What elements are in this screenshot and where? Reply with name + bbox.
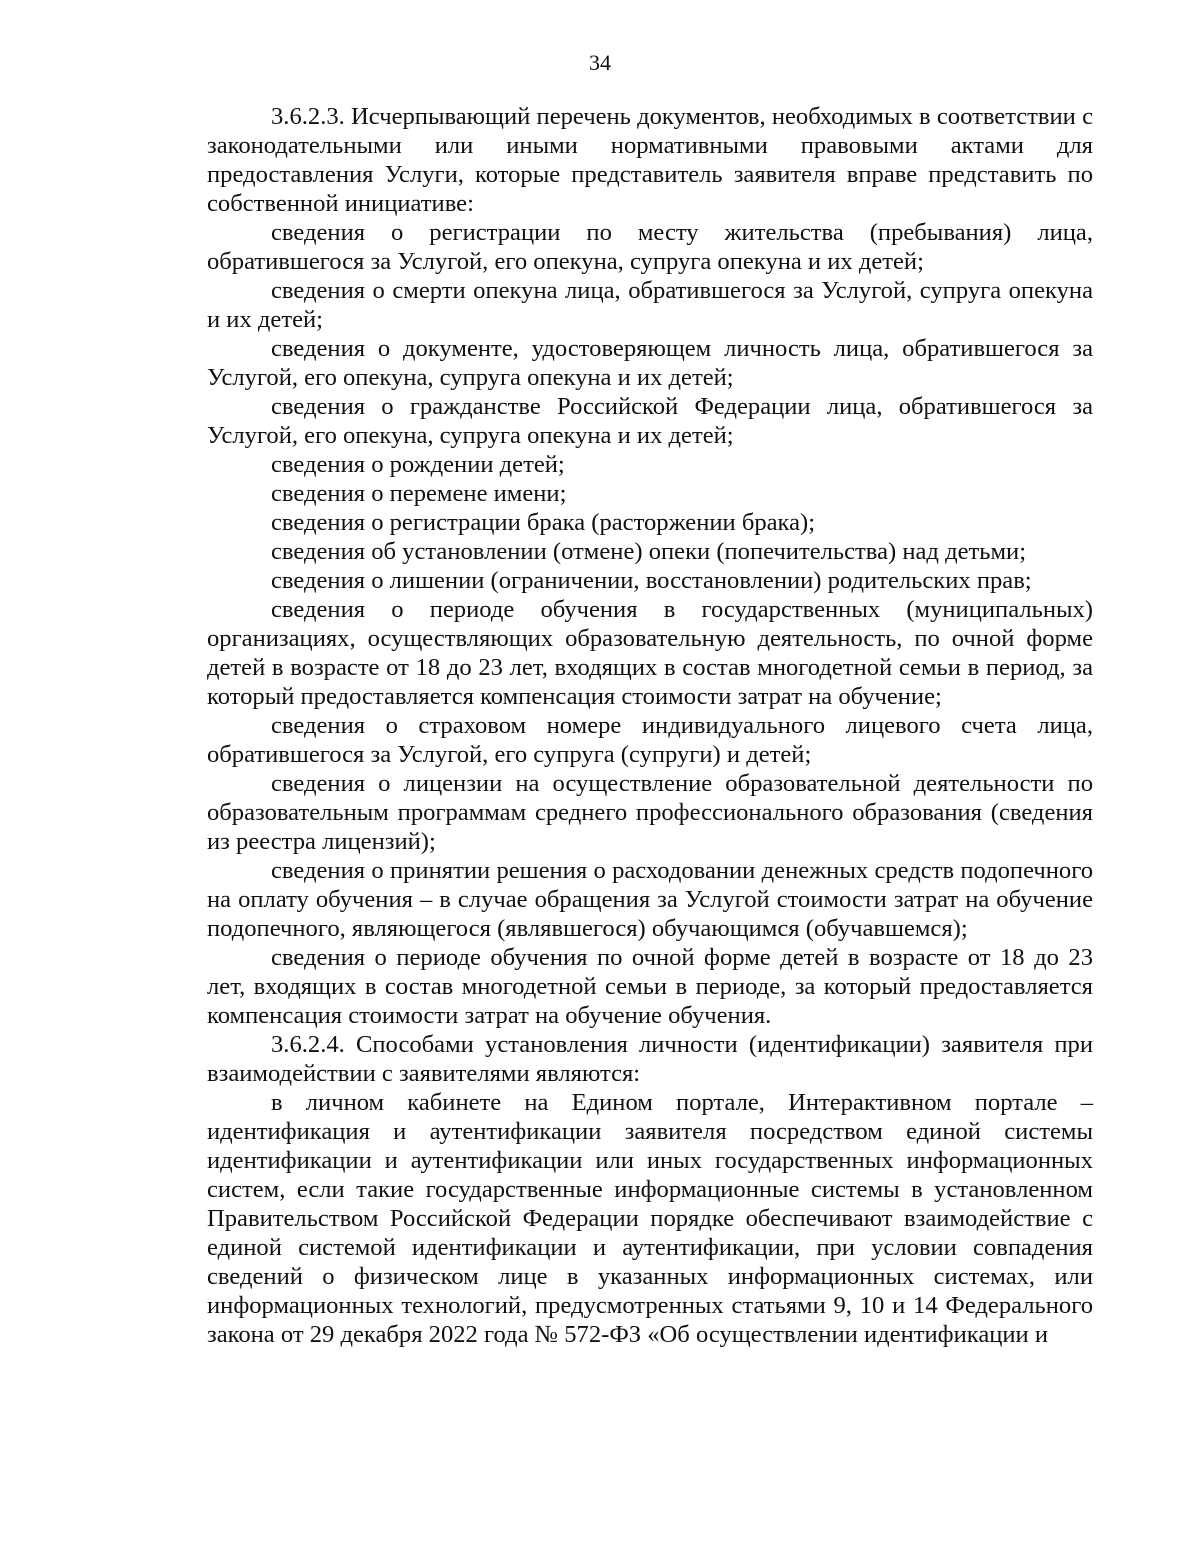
list-item-birth: сведения о рождении детей;: [271, 451, 565, 478]
list-item-snils: сведения о страховом номере индивидуального лицевого счета лица, обратившегося за Услугой, его супруга (супруги) и детей;: [207, 712, 1093, 768]
list-item-funds-decision: сведения о принятии решения о расходовании денежных средств подопечного на оплату обучения – в случае обращения за Услугой стоимости затрат на обучение подопечного, являющегося (являвшегося) обучающимся (обучавшемся);: [207, 857, 1093, 942]
list-item-citizenship: сведения о гражданстве Российской Федерации лица, обратившегося за Услугой, его опекуна, супруга опекуна и их детей;: [207, 393, 1093, 449]
list-item-guardianship: сведения об установлении (отмене) опеки (попечительства) над детьми;: [271, 538, 1027, 565]
list-item-identity-document: сведения о документе, удостоверяющем личность лица, обратившегося за Услугой, его опекуна, супруга опекуна и их детей;: [207, 335, 1093, 391]
list-item-name-change: сведения о перемене имени;: [271, 480, 567, 507]
list-item-registration: сведения о регистрации по месту жительства (пребывания) лица, обратившегося за Услугой, его опекуна, супруга опекуна и их детей;: [207, 219, 1093, 275]
list-item-study-period: сведения о периоде обучения в государственных (муниципальных) организациях, осуществляющих образовательную деятельность, по очной форме детей в возрасте от 18 до 23 лет, входящих в состав многодетной семьи в период, за который предоставляется компенсация стоимости затрат на обучение;: [207, 596, 1093, 710]
list-item-marriage: сведения о регистрации брака (расторжении брака);: [271, 509, 816, 536]
page-number: 34: [589, 50, 611, 75]
list-item-license: сведения о лицензии на осуществление образовательной деятельности по образовательным программам среднего профессионального образования (сведения из реестра лицензий);: [207, 770, 1093, 855]
paragraph-personal-account: в личном кабинете на Едином портале, Интерактивном портале – идентификация и аутентификации заявителя посредством единой системы идентификации и аутентификации или иных государственных информационных систем, если такие государственные информационные системы в установленном Правительством Российской Федерации порядке обеспечивают взаимодействие с единой системой идентификации и аутентификации, при условии совпадения сведений о физическом лице в указанных информационных системах, или информационных технологий, предусмотренных статьями 9, 10 и 14 Федерального закона от 29 декабря 2022 года № 572-ФЗ «Об осуществлении идентификации и: [207, 1089, 1093, 1348]
list-item-full-time-study: сведения о периоде обучения по очной форме детей в возрасте от 18 до 23 лет, входящих в состав многодетной семьи в периоде, за который предоставляется компенсация стоимости затрат на обучение обучения.: [207, 944, 1093, 1029]
list-item-death: сведения о смерти опекуна лица, обратившегося за Услугой, супруга опекуна и их детей;: [207, 277, 1093, 333]
paragraph-3-6-2-3: 3.6.2.3. Исчерпывающий перечень документов, необходимых в соответствии с законодательными или иными нормативными правовыми актами для предоставления Услуги, которые представитель заявителя вправе представить по собственной инициативе:: [207, 103, 1093, 217]
document-body: [207, 102, 1093, 1349]
list-item-parental-rights: сведения о лишении (ограничении, восстановлении) родительских прав;: [271, 567, 1032, 594]
paragraph-3-6-2-4: 3.6.2.4. Способами установления личности (идентификации) заявителя при взаимодействии с заявителями являются:: [207, 1031, 1093, 1087]
